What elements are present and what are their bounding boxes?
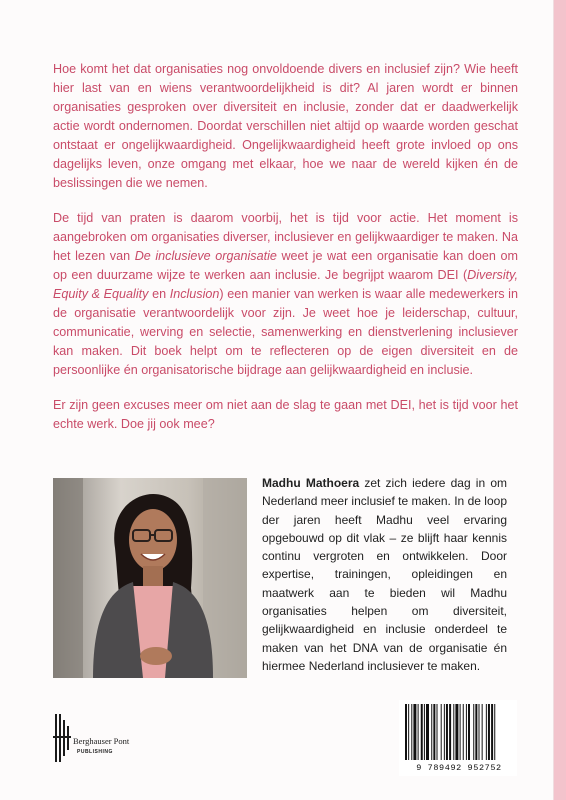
blurb-p2-part-d: ) een manier van werken is waar alle medewerkers in de organisatie verantwoordelijk voor zijn. Je weet hoe je leiderschap, cultuur, communicatie, werving en selectie, samenwerking en dienstverlening inclusiever kan maken. Dit boek helpt om te reflecteren op de eigen diversiteit en de persoonlijke én organisatorische bijdrage aan gelijkwaardigheid en inclusie. (53, 287, 518, 377)
dei-term: Diversity, Equity & Equality (53, 268, 518, 301)
barcode-icon (399, 700, 517, 762)
author-portrait-image (53, 478, 247, 678)
publisher-subtitle: PUBLISHING (77, 749, 113, 755)
author-photo (53, 478, 247, 678)
blurb-p2-part-a: De tijd van praten is daarom voorbij, het is tijd voor actie. Het moment is aangebroken om organisaties diverser, inclusiever en gelijkwaardiger te maken. Na het lezen van (53, 211, 518, 263)
author-bio (262, 474, 507, 675)
blurb-paragraph-3: Er zijn geen excuses meer om niet aan de slag te gaan met DEI, het is tijd voor het echte werk. Doe jij ook mee? (53, 398, 518, 431)
blurb-p2-part-b: weet je wat een organisatie kan doen om op een duurzame wijze te werken aan inclusie. Je begrijpt waarom DEI ( (53, 249, 518, 282)
publisher-name: Berghauser Pont (73, 736, 130, 746)
inclusion-term: Inclusion (169, 287, 220, 301)
blurb-paragraph-1: Hoe komt het dat organisaties nog onvoldoende divers en inclusief zijn? Wie heeft hier last van en wiens verantwoordelijkheid is dit? Al jaren wordt er binnen organisaties gesproken over diversiteit en inclusie, zonder dat er daadwerkelijk actie wordt ondernomen. Doordat verschillen niet altijd op waarde worden geschat ontstaat er ongelijkwaardigheid. Ongelijkwaardigheid heeft grote invloed op ons dagelijks leven, onze omgang met elkaar, hoe we naar de wereld kijken én de beslissingen die we nemen. (53, 62, 518, 190)
book-title-reference: De inclusieve organisatie (134, 249, 277, 263)
blurb-paragraph-2 (53, 209, 518, 380)
blurb-text (53, 60, 518, 450)
publisher-mark-icon (53, 712, 75, 768)
blurb-p2-part-c: en (148, 287, 170, 301)
author-bio-text: zet zich iedere dag in om Nederland meer inclusief te maken. In de loop der jaren heeft Madhu veel ervaring opgebouwd op dit vlak – ze blijft haar kennis continu vergroten en ontwikkelen. Door expertise, trainingen, opleidingen en maatwerk aan te bieden wil Madhu organisaties helpen om diversiteit, gelijkwaardigheid en inclusie onderdeel te maken van het DNA van de organisatie én hiermee Nederland inclusiever te maken. (262, 476, 507, 673)
publisher-logo (53, 712, 173, 768)
author-name: Madhu Mathoera (262, 476, 360, 490)
isbn-number: 9 789492 952752 (416, 763, 502, 773)
isbn-barcode (399, 700, 517, 776)
book-spine (554, 0, 566, 800)
